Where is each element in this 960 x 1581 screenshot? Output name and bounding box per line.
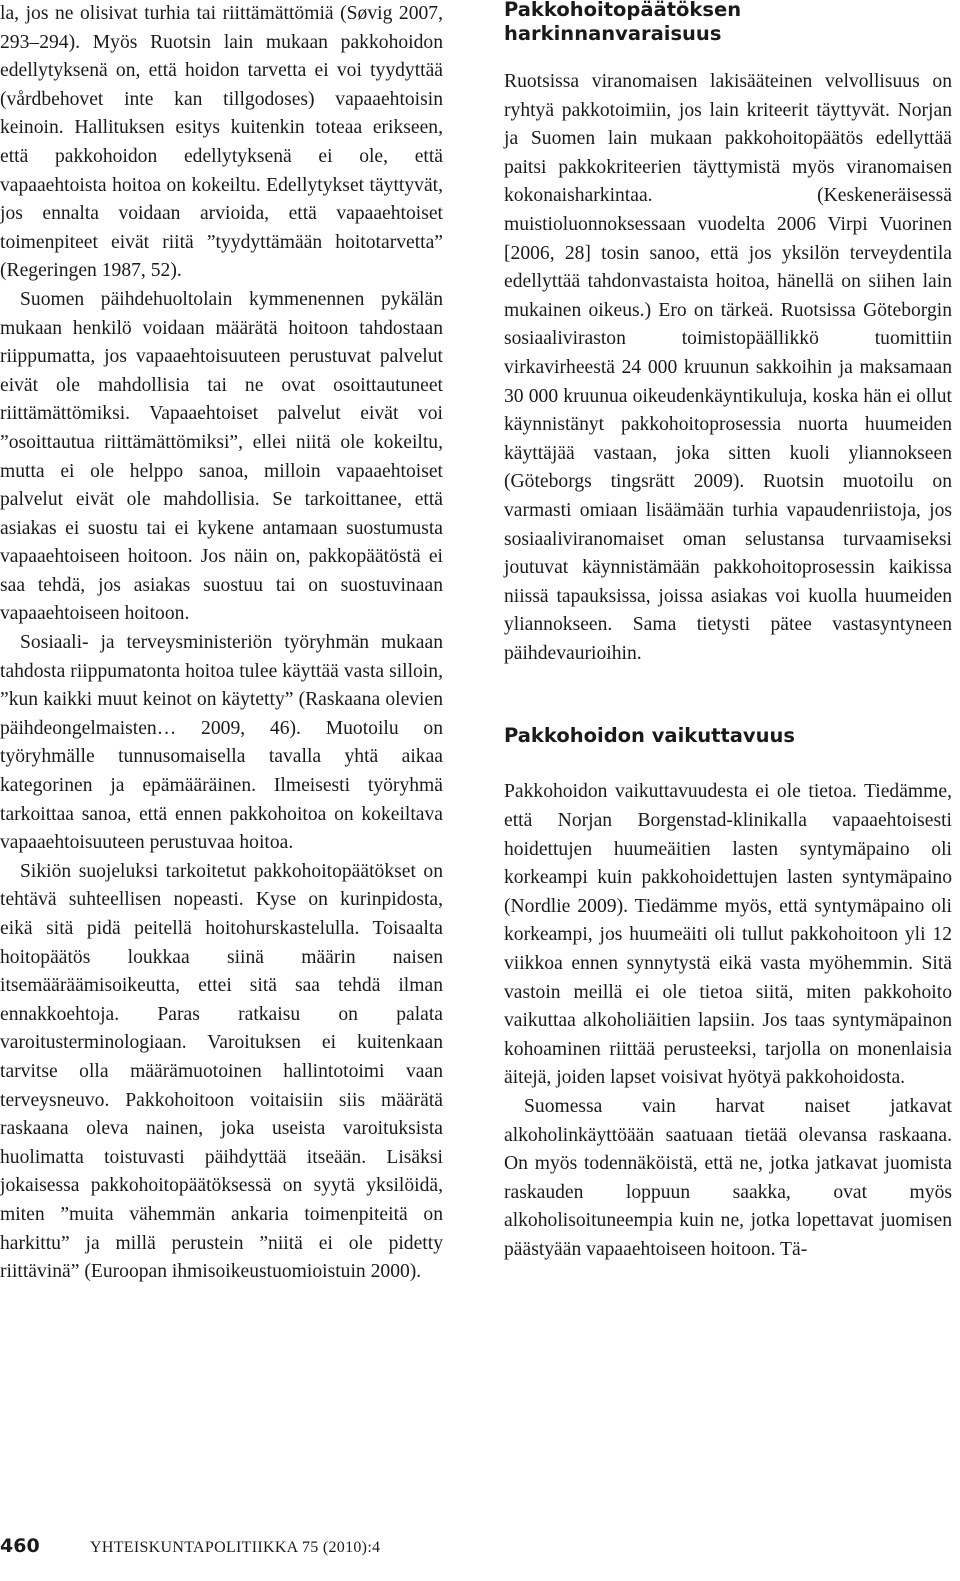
left-paragraph-1: la, jos ne olisivat turhia tai riittämättömiä (Søvig 2007, 293–294). Myös Ruotsin lain mukaan pakkohoidon edellytyksenä on, että hoidon tarvetta ei voi tyydyttää (vårdbehovet inte kan tillgodoses) vapaaehtoisin keinoin. Hallituksen esitys kuitenkin toteaa erikseen, että pakkohoidon edellytyksenä ei ole, että vapaaehtoista hoitoa on kokeiltu. Edellytykset täyttyvät, jos ennalta voidaan arvioida, että vapaaehtoiset toimenpiteet eivät riitä ”tyydyttämään hoitotarvetta” (Regeringen 1987, 52). [0, 3, 443, 282]
section-heading-discretion: Pakkohoitopäätöksen harkinnanvaraisuus [504, 0, 742, 45]
right-column [504, 0, 952, 1265]
page-number: 460 [0, 1535, 40, 1557]
left-column [0, 0, 443, 1287]
journal-title: YHTEISKUNTAPOLITIIKKA 75 (2010):4 [90, 1539, 381, 1556]
left-paragraph-2: Suomen päihdehuoltolain kymmenennen pykälän mukaan henkilö voidaan määrätä hoitoon tahdostaan riippumatta, jos vapaaehtoisuuteen perustuvat palvelut eivät ole mahdollisia tai ne ovat osoittautuneet riittämättömiksi. Vapaaehtoiset palvelut eivät voi ”osoittautua riittämättömiksi”, ellei niitä ole kokeiltu, mutta ei ole helppo sanoa, milloin vapaaehtoiset palvelut eivät ole mahdollisia. Se tarkoittanee, että asiakas ei suostu tai ei kykene antamaan suostumusta vapaaehtoiseen hoitoon. Jos näin on, pakkopäätöstä ei saa tehdä, jos asiakas suostuu tai on suostuvinaan vapaaehtoiseen hoitoon. [0, 288, 443, 625]
left-paragraph-4: Sikiön suojeluksi tarkoitetut pakkohoitopäätökset on tehtävä suhteellisen nopeasti. Kyse on kurinpidosta, eikä sitä pidä peitellä hoitohurskastelulla. Toisaalta hoitopäätös loukkaa siinä määrin naisen itsemääräämisoikeutta, ettei sitä saa tehdä ilman ennakkoehtoja. Paras ratkaisu on palata varoitusterminologiaan. Varoituksen ei kuitenkaan tarvitse olla määrämuotoinen hallintotoimi vaan terveysneuvo. Pakkohoitoon voitaisiin siis määrätä raskaana oleva nainen, joka useista varoituksista huolimatta toistuvasti päihdyttää itseään. Lisäksi jokaisessa pakkohoitopäätöksessä on syytä yksilöidä, miten ”muita vähemmän ankaria toimenpiteitä on harkittu” ja millä perustein ”niitä ei ole pidetty riittävinä” (Euroopan ihmisoikeustuomioistuin 2000). [0, 860, 443, 1283]
right-paragraph-2: Pakkohoidon vaikuttavuudesta ei ole tietoa. Tiedämme, että Norjan Borgenstad-klinikalla vapaaehtoisesti hoidettujen huumeäitien lasten syntymäpaino oli korkeampi kuin pakkohoidettujen lasten syntymäpaino (Nordlie 2009). Tiedämme myös, että syntymäpaino oli korkeampi, jos huumeäiti oli tullut pakkohoitoon yli 12 viikkoa ennen synnytystä eikä vasta myöhemmin. Sitä vastoin meillä ei ole tietoa siitä, miten pakkohoito vaikuttaa alkoholiäitien lapsiin. Jos taas syntymäpainon kohoaminen riittää perusteeksi, tarjolla on monenlaisia äitejä, joiden lapset voisivat hyötyä pakkohoidosta. [504, 781, 952, 1089]
left-paragraph-3: Sosiaali- ja terveysministeriön työryhmän mukaan tahdosta riippumatonta hoitoa tulee käyttää vasta silloin, ”kun kaikki muut keinot on käytetty” (Raskaana olevien päihdeongelmaisten… 2009, 46). Muotoilu on työryhmälle tunnusomaisella tavalla yhtä aikaa kategorinen ja epämääräinen. Ilmeisesti työryhmä tarkoittaa sanoa, että ennen pakkohoitoa on kokeiltava vapaaehtoisuuteen perustuvaa hoitoa. [0, 632, 443, 854]
section-heading-effectiveness: Pakkohoidon vaikuttavuus [504, 724, 796, 748]
right-paragraph-1: Ruotsissa viranomaisen lakisääteinen velvollisuus on ryhtyä pakkotoimiin, jos lain kriteerit täyttyvät. Norjan ja Suomen lain mukaan pakkohoitopäätös edellyttää paitsi pakkokriteerien täyttymistä myös viranomaisen kokonaisharkintaa. (Keskeneräisessä muistioluonnoksessaan vuodelta 2006 Virpi Vuorinen [2006, 28] tosin sanoo, että jos yksilön terveydentila edellyttää tahdonvastaista hoitoa, hänellä on siihen lain mukainen oikeus.) Ero on tärkeä. Ruotsissa Göteborgin sosiaaliviraston toimistopäällikkö tuomittiin virkavirheestä 24 000 kruunun sakkoihin ja maksamaan 30 000 kruunua oikeudenkäyntikuluja, koska hän ei ollut käynnistänyt pakkohoitoprosessia nuorta huumeiden käyttäjää vastaan, joka sitten kuoli yliannokseen (Göteborgs tingsrätt 2009). Ruotsin muotoilu on varmasti omiaan lisäämään turhia vapaudenriistoja, jos sosiaaliviranomaiset oman selustansa turvaamiseksi joutuvat käynnistämään pakkohoitoprosessin kaikissa niissä tapauksissa, joissa asiakas voi kuolla huumeiden yliannokseen. Sama tietysti pätee vastasyntyneen päihdevaurioihin. [504, 71, 952, 664]
right-paragraph-3: Suomessa vain harvat naiset jatkavat alkoholinkäyttöään saatuaan tietää olevansa raskaana. On myös todennäköistä, että ne, jotka jatkavat juomista raskauden loppuun saakka, ovat myös alkoholisoituneempia kuin ne, jotka lopettavat juomisen päästyään vapaaehtoiseen hoitoon. Tä- [504, 1096, 952, 1260]
page-footer [0, 1535, 380, 1565]
